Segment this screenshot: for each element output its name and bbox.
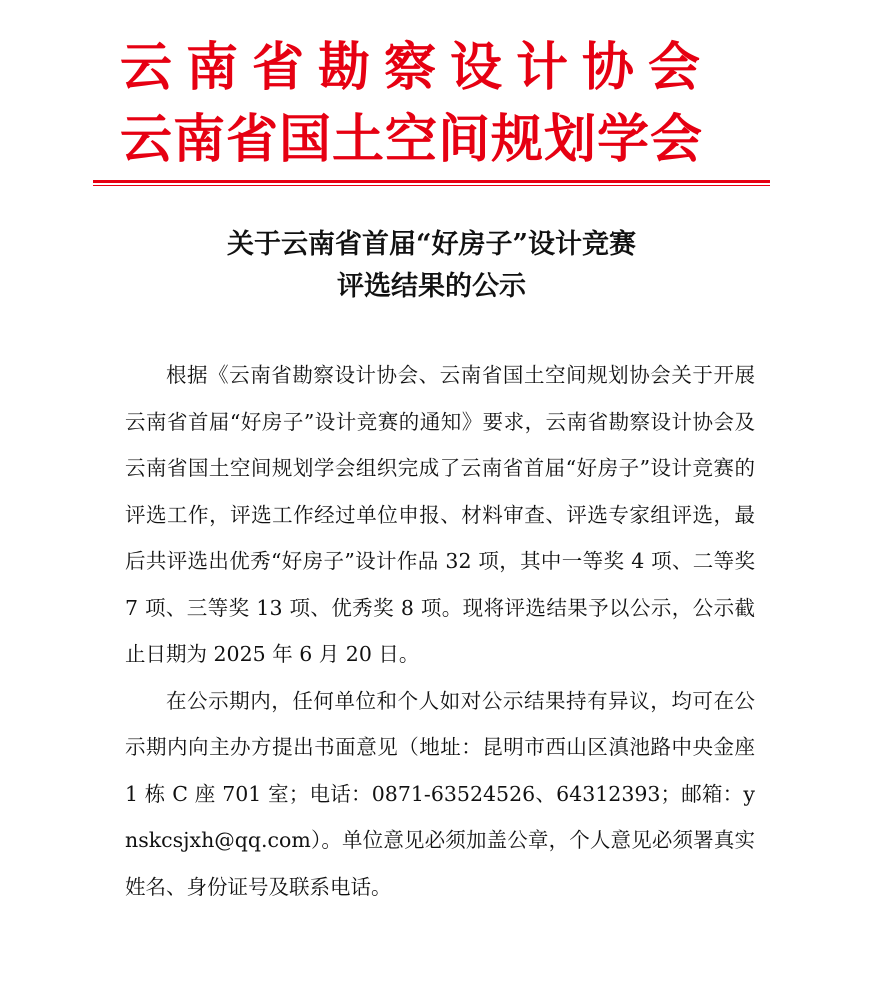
document-title-line1: 关于云南省首届“好房子”设计竞赛: [226, 229, 637, 260]
header-divider-thin: [93, 185, 770, 186]
header-divider-thick: [93, 180, 770, 183]
document-title-line2: 评选结果的公示: [337, 271, 526, 302]
document-body: [125, 352, 755, 910]
org-name-spatial-planning-society: 云南省国土空间规划学会: [120, 109, 704, 170]
body-paragraph-2: 在公示期内，任何单位和个人如对公示结果持有异议，均可在公示期内向主办方提出书面意见（地址：昆明市西山区滇池路中央金座 1 栋 C 座 701 室；电话：0871-63524526、64312393；邮箱：ynskcsjxh@qq.com）。单位意见必须加盖公章，个人意见必须署真实姓名、身份证号及联系电话。: [125, 688, 755, 899]
org-name-survey-design-association: 云南省勘察设计协会: [120, 37, 715, 98]
body-paragraph-1: 根据《云南省勘察设计协会、云南省国土空间规划协会关于开展云南省首届“好房子”设计竞赛的通知》要求，云南省勘察设计协会及云南省国土空间规划学会组织完成了云南省首届“好房子”设计竞赛的评选工作，评选工作经过单位申报、材料审查、评选专家组评选，最后共评选出优秀“好房子”设计作品 32 项，其中一等奖 4 项、二等奖 7 项、三等奖 13 项、优秀奖 8 项。现将评选结果予以公示，公示截止日期为 2025 年 6 月 20 日。: [125, 363, 755, 666]
